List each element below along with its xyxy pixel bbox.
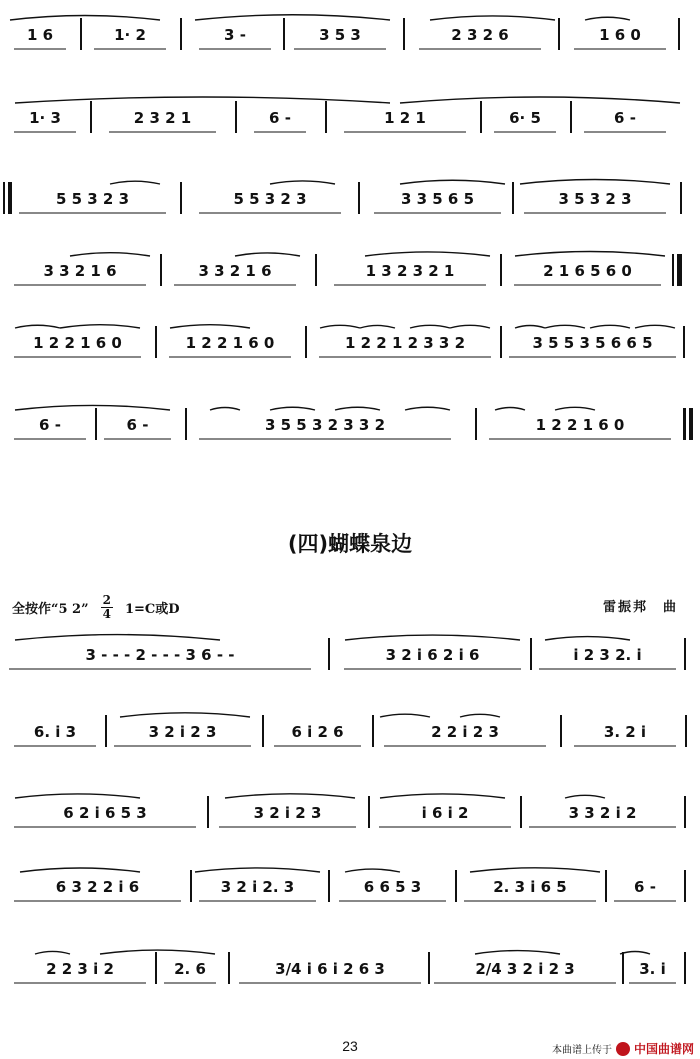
meter-bottom: 4 <box>102 607 111 621</box>
measure: 2 2 3 i 2 <box>46 960 114 978</box>
measure: i 2 3 2. i <box>573 646 642 664</box>
slur <box>20 868 140 872</box>
slur <box>15 405 170 410</box>
slur <box>15 97 390 103</box>
measure: 1· 2 <box>114 26 146 44</box>
slur <box>460 714 500 717</box>
slur <box>100 950 215 954</box>
measure: 6 - <box>269 109 291 127</box>
measure: 5 5 3 2 3 <box>55 190 130 208</box>
barline <box>372 715 374 747</box>
repeat-start-barline <box>3 182 12 214</box>
slur <box>170 325 250 328</box>
slur <box>430 16 555 20</box>
measure: 3/4 i 6 i 2 6 3 <box>275 960 385 978</box>
slur <box>515 326 545 329</box>
slur <box>520 180 670 185</box>
barline <box>560 715 562 747</box>
staff-row <box>0 860 700 916</box>
tune-info <box>12 594 180 621</box>
barline <box>315 254 317 286</box>
barline <box>480 101 482 133</box>
barline <box>455 870 457 902</box>
barline <box>678 18 680 50</box>
slur <box>380 714 430 717</box>
slur <box>405 407 450 410</box>
barline <box>160 254 162 286</box>
measure: 2. 6 <box>174 960 206 978</box>
measure: 3 2 i 2. 3 <box>220 878 295 896</box>
barline <box>684 796 686 828</box>
measure: 3 5 3 2 3 <box>558 190 632 208</box>
measure: 3 - <box>224 26 246 44</box>
barline <box>684 870 686 902</box>
slur <box>120 713 250 717</box>
barline <box>305 326 307 358</box>
barline <box>500 326 502 358</box>
measure: 6 2 i 6 5 3 <box>63 804 147 822</box>
barline <box>228 952 230 984</box>
slur <box>545 637 630 640</box>
measure: 3 - - - 2 - - - 3 6 - - <box>85 646 235 664</box>
slur <box>410 325 450 328</box>
slur <box>70 253 150 256</box>
barline <box>684 952 686 984</box>
staff-row <box>0 786 700 842</box>
measure: i 6 i 2 <box>421 804 469 822</box>
staff-row <box>0 8 700 64</box>
barline <box>403 18 405 50</box>
barline <box>95 408 97 440</box>
barline <box>605 870 607 902</box>
fingering-note: 全按作“5 2” <box>12 602 89 617</box>
slur <box>345 635 520 640</box>
slur <box>15 635 220 640</box>
measure: 2 3 2 6 <box>451 26 509 44</box>
barline <box>622 952 624 984</box>
measure: 1 2 2 1 6 0 <box>185 334 275 352</box>
slur <box>635 325 675 328</box>
measure: 6 6 5 3 <box>363 878 422 896</box>
barline <box>520 796 522 828</box>
barline <box>185 408 187 440</box>
page-number: 23 <box>342 1038 358 1054</box>
measure: 3 3 2 i 2 <box>568 804 637 822</box>
slur <box>495 408 525 411</box>
measure: 3 2 i 6 2 i 6 <box>385 646 480 664</box>
slur <box>565 795 605 798</box>
barline <box>530 638 532 670</box>
measure: 2/4 3 2 i 2 3 <box>475 960 575 978</box>
barline <box>207 796 209 828</box>
slur <box>15 794 140 798</box>
barline <box>683 326 685 358</box>
slur <box>360 325 395 328</box>
slur <box>195 15 390 20</box>
slur <box>10 16 160 21</box>
slur <box>345 869 400 872</box>
measure: 1 6 0 <box>599 26 641 44</box>
barline <box>680 182 682 214</box>
key-signature: 1=C或D <box>124 602 180 617</box>
slur <box>515 252 665 257</box>
measure: 6 - <box>614 109 636 127</box>
measure: 1 2 2 1 6 0 <box>33 334 122 352</box>
slur <box>335 407 380 410</box>
measure: 3. 2 i <box>603 723 647 741</box>
measure: 6. i 3 <box>33 723 77 741</box>
barline <box>155 326 157 358</box>
measure: 3 3 2 1 6 <box>198 262 272 280</box>
slur <box>380 794 505 798</box>
measure: 6 i 2 6 <box>291 723 344 741</box>
measure: 3 5 3 <box>319 26 361 44</box>
slur <box>60 325 140 328</box>
measure: 6 - <box>634 878 656 896</box>
slur <box>555 407 595 410</box>
barline <box>570 101 572 133</box>
repeat-end-barline <box>672 254 681 286</box>
section-title: (四)蝴蝶泉边 <box>287 532 413 556</box>
slur <box>400 180 505 184</box>
staff-row <box>0 244 700 300</box>
barline <box>180 182 182 214</box>
final-barline <box>684 408 693 440</box>
barline <box>475 408 477 440</box>
slur <box>270 407 315 410</box>
measure: 3 3 2 1 6 <box>43 262 117 280</box>
barline <box>105 715 107 747</box>
slur <box>590 325 630 328</box>
measure: 1 2 2 1 2 3 3 2 <box>344 334 466 352</box>
measure: 1 3 2 3 2 1 <box>365 262 455 280</box>
slur <box>400 97 680 103</box>
slur <box>210 408 240 411</box>
staff-row <box>0 398 700 454</box>
staff-row <box>0 705 700 761</box>
slur <box>225 794 355 798</box>
barline <box>512 182 514 214</box>
staff-row <box>0 172 700 228</box>
slur <box>320 325 360 328</box>
barline <box>283 18 285 50</box>
barline <box>325 101 327 133</box>
measure: 3 2 i 2 3 <box>253 804 322 822</box>
barline <box>558 18 560 50</box>
barline <box>180 18 182 50</box>
site-logo-icon <box>616 1042 630 1056</box>
slur <box>450 325 490 328</box>
staff-row <box>0 91 700 147</box>
footer-site: 中国曲谱网 <box>633 1042 694 1056</box>
slur <box>35 951 70 954</box>
measure: 3 3 5 6 5 <box>400 190 475 208</box>
measure: 3. i <box>639 960 666 978</box>
barline <box>80 18 82 50</box>
measure: 2. 3 i 6 5 <box>493 878 567 896</box>
measure: 1· 3 <box>29 109 61 127</box>
barline <box>90 101 92 133</box>
barline <box>190 870 192 902</box>
measure: 1 2 1 <box>384 109 426 127</box>
time-signature <box>101 594 113 621</box>
composer-credit: 雷振邦 曲 <box>602 600 678 615</box>
measure: 2 3 2 1 <box>133 109 192 127</box>
slur <box>545 325 585 328</box>
measure: 6 - <box>39 416 61 434</box>
slur <box>270 181 335 184</box>
slur <box>235 253 300 256</box>
barline <box>328 870 330 902</box>
barline <box>155 952 157 984</box>
barline <box>428 952 430 984</box>
measure: 6 - <box>126 416 149 434</box>
measure: 3 5 5 3 5 6 6 5 <box>532 334 653 352</box>
barline <box>235 101 237 133</box>
measure: 1 6 <box>26 26 54 44</box>
measure: 6 3 2 2 i 6 <box>55 878 140 896</box>
footer-text: 本曲谱上传于 <box>551 1045 612 1056</box>
slur <box>195 868 320 872</box>
slur <box>110 181 160 184</box>
barline <box>262 715 264 747</box>
barline <box>358 182 360 214</box>
slur <box>15 325 60 328</box>
footer-credit <box>552 1040 694 1057</box>
barline <box>684 638 686 670</box>
measure: 2 2 i 2 3 <box>431 723 499 741</box>
measure: 5 5 3 2 3 <box>233 190 307 208</box>
staff-row <box>0 942 700 998</box>
barline <box>685 715 687 747</box>
measure: 3 2 i 2 3 <box>148 723 217 741</box>
measure: 1 2 2 1 6 0 <box>535 416 625 434</box>
measure: 3 5 5 3 2 3 3 2 <box>264 416 386 434</box>
slur <box>475 951 560 954</box>
slur <box>365 252 490 256</box>
slur <box>585 17 630 20</box>
meter-top: 2 <box>102 593 111 607</box>
measure: 6· 5 <box>509 109 541 127</box>
slur <box>470 868 600 872</box>
barline <box>328 638 330 670</box>
staff-row <box>0 316 700 372</box>
barline <box>368 796 370 828</box>
measure: 2 1 6 5 6 0 <box>543 262 632 280</box>
staff-row <box>0 628 700 684</box>
barline <box>500 254 502 286</box>
slur <box>620 952 650 955</box>
